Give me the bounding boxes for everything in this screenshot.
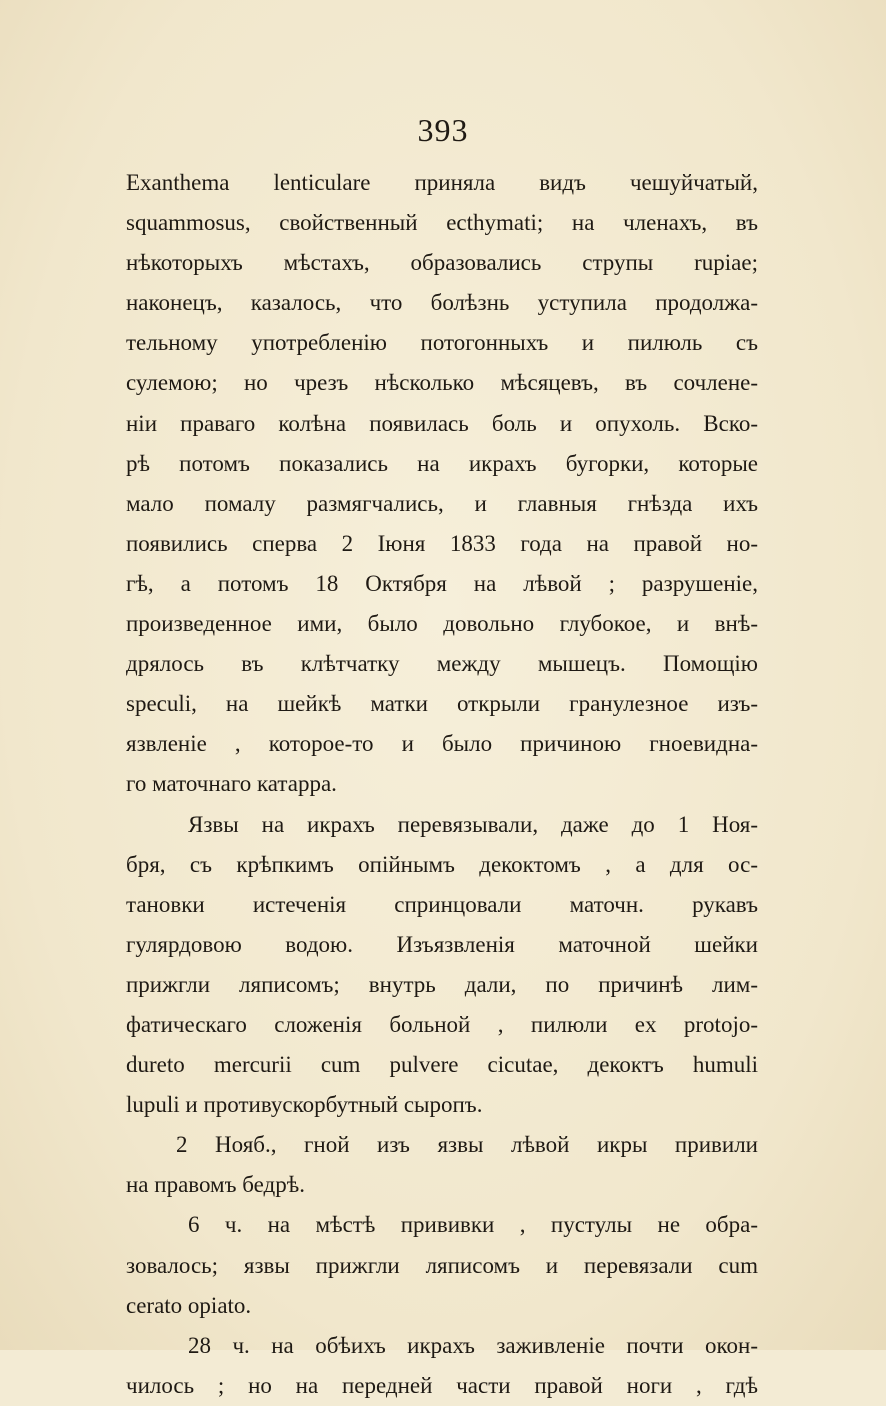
text-line: squammosus, свойственный ecthymati; на членахъ, въ	[126, 210, 758, 236]
text-line: на правомъ бедрѣ.	[126, 1172, 305, 1198]
text-line: 2 Нояб., гной изъ язвы лѣвой икры привили	[176, 1132, 758, 1158]
text-line: рѣ потомъ показались на икрахъ бугорки, которые	[126, 450, 758, 476]
text-line: появились сперва 2 Іюня 1833 года на правой но-	[126, 530, 758, 556]
text-line: чилось ; но на передней части правой ноги , гдѣ	[126, 1372, 758, 1398]
text-line: тановки истеченія спринцовали маточн. рукавъ	[126, 891, 758, 917]
text-line: ніи праваго колѣна появилась боль и опухоль. Вско-	[126, 410, 758, 436]
text-line: тельному употребленію потогонныхъ и пилюль съ	[126, 330, 758, 356]
text-line: бря, съ крѣпкимъ опійнымъ декоктомъ , а для ос-	[126, 851, 758, 877]
text-line: гѣ, а потомъ 18 Октября на лѣвой ; разрушеніе,	[126, 570, 758, 596]
text-line: произведенное ими, было довольно глубокое, и внѣ-	[126, 611, 758, 637]
text-line: гулярдовою водою. Изъязвленія маточной шейки	[126, 931, 758, 957]
text-line: прижгли ляписомъ; внутрь дали, по причинѣ лим-	[126, 971, 758, 997]
text-line: зовалось; язвы прижгли ляписомъ и перевязали cum	[126, 1252, 758, 1278]
text-line: нѣкоторыхъ мѣстахъ, образовались струпы rupiae;	[126, 250, 758, 276]
text-line: 28 ч. на обѣихъ икрахъ заживленіе почти окон-	[188, 1332, 758, 1358]
page-number: 393	[417, 112, 469, 148]
text-line: speculi, на шейкѣ матки открыли гранулезное изъ-	[126, 691, 758, 717]
text-line: Язвы на икрахъ перевязывали, даже до 1 Ноя-	[188, 811, 758, 837]
text-line: dureto mercurii cum pulvere cicutae, декоктъ humuli	[126, 1052, 758, 1078]
text-line: 6 ч. на мѣстѣ прививки , пустулы не обра-	[188, 1212, 758, 1238]
text-line: дрялось въ клѣтчатку между мышецъ. Помощію	[126, 651, 758, 677]
text-line: язвленіе , которое-то и было причиною гноевидна-	[126, 731, 758, 757]
text-line: мало помалу размягчались, и главныя гнѣзда ихъ	[126, 490, 758, 516]
text-line: сулемою; но чрезъ нѣсколько мѣсяцевъ, въ сочлене-	[126, 370, 758, 396]
text-line: lupuli и противускорбутный сыропъ.	[126, 1092, 483, 1118]
text-line: го маточнаго катарра.	[126, 771, 337, 797]
text-line: Exanthema lenticulare приняла видъ чешуйчатый,	[126, 170, 758, 195]
text-line: cerato opiato.	[126, 1292, 252, 1318]
text-line: фатическаго сложенія больной , пилюли ex protojo-	[126, 1011, 758, 1037]
text-line: наконецъ, казалось, что болѣзнь уступила продолжа-	[126, 290, 758, 316]
body-text	[126, 163, 758, 1406]
